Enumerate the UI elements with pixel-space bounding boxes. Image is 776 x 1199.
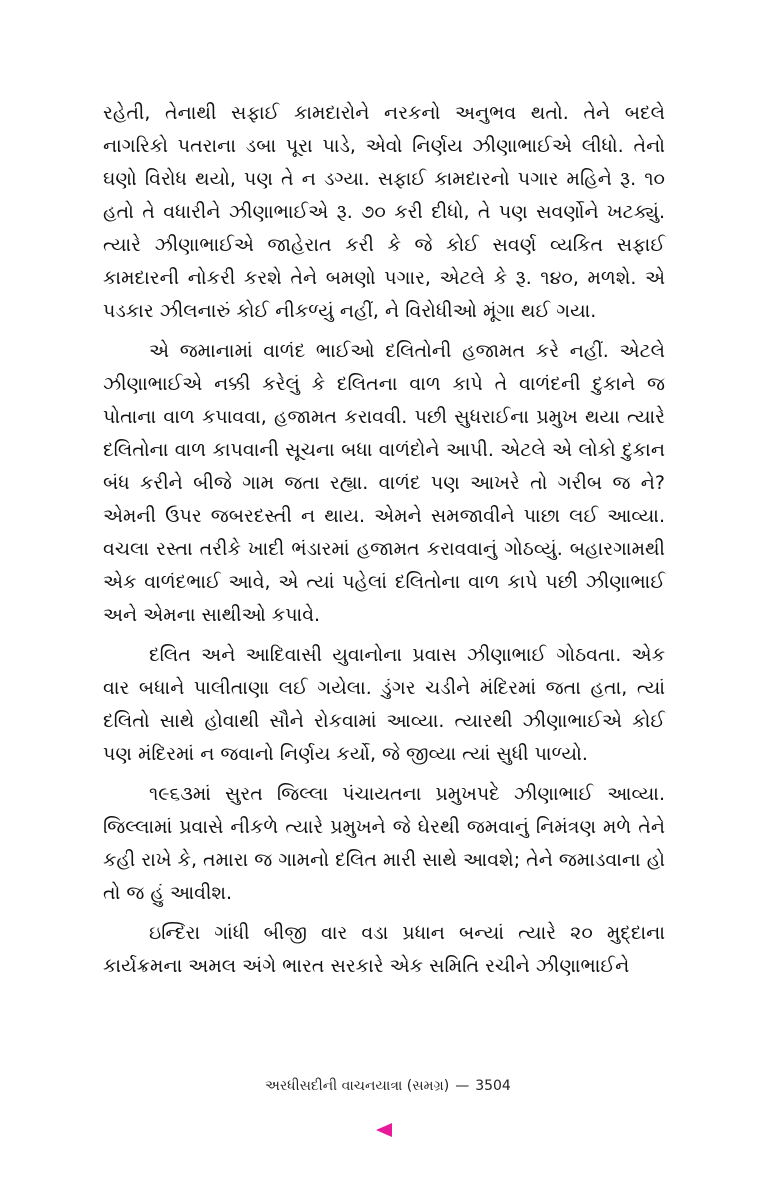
previous-page-arrow-icon[interactable] <box>376 1123 392 1137</box>
footer-page-number: 3504 <box>475 1078 511 1094</box>
paragraph-3: દલિત અને આદિવાસી યુવાનોના પ્રવાસ ઝીણાભાઈ ગોઠવતા. એક વાર બધાને પાલીતાણા લઈ ગયેલા. ડુંગર ચડીને મંદિરમાં જતા હતા, ત્યાં દલિતો સાથે હોવાથી સૌને રોકવામાં આવ્યા. ત્યારથી ઝીણાભાઈએ કોઈ પણ મંદિરમાં ન જવાનો નિર્ણય કર્યો, જે જીવ્યા ત્યાં સુધી પાળ્યો. <box>103 644 665 765</box>
body-text <box>103 97 665 990</box>
paragraph-1: રહેતી, તેનાથી સફાઈ કામદારોને નરકનો અનુભવ થતો. તેને બદલે નાગરિકો પતરાના ડબા પૂરા પાડે, એવો નિર્ણય ઝીણાભાઈએ લીધો. તેનો ઘણો વિરોધ થયો, પણ તે ન ડગ્યા. સફાઈ કામદારનો પગાર મહિને રૂ. ૧૦ હતો તે વધારીને ઝીણાભાઈએ રૂ. ૭૦ કરી દીધો, તે પણ સવર્ણોને ખટક્યું. ત્યારે ઝીણાભાઈએ જાહેરાત કરી કે જે કોઈ સવર્ણ વ્યકિત સફાઈ કામદારની નોકરી કરશે તેને બમણો પગાર, એટલે કે રૂ. ૧૪૦, મળશે. એ પડકાર ઝીલનારું કોઈ નીકળ્યું નહીં, ને વિરોધીઓ મૂંગા થઈ ગયા. <box>103 102 665 322</box>
paragraph-5: ઇન્દિરા ગાંધી બીજી વાર વડા પ્રધાન બન્યાં ત્યારે ૨૦ મુદ્દાના કાર્યક્રમના અમલ અંગે ભારત સરકારે એક સમિતિ રચીને ઝીણાભાઈને <box>103 922 665 977</box>
footer-separator: — <box>455 1078 470 1094</box>
paragraph-4: ૧૯૬૩માં સુરત જિલ્લા પંચાયતના પ્રમુખપદે ઝીણાભાઈ આવ્યા. જિલ્લામાં પ્રવાસે નીકળે ત્યારે પ્રમુખને જે ઘેરથી જમવાનું નિમંત્રણ મળે તેને કહી રાખે કે, તમારા જ ગામનો દલિત મારી સાથે આવશે; તેને જમાડવાના હો તો જ હું આવીશ. <box>103 783 666 904</box>
page-footer <box>0 1078 776 1094</box>
footer-book-title: અરધીસદીની વાચનયાત્રા (સમગ્ર) <box>265 1078 450 1094</box>
paragraph-2: એ જમાનામાં વાળંદ ભાઈઓ દલિતોની હજામત કરે નહીં. એટલે ઝીણાભાઈએ નક્કી કરેલું કે દલિતના વાળ કાપે તે વાળંદની દુકાને જ પોતાના વાળ કપાવવા, હજામત કરાવવી. પછી સુધરાઈના પ્રમુખ થયા ત્યારે દલિતોના વાળ કાપવાની સૂચના બધા વાળંદોને આપી. એટલે એ લોકો દુકાન બંધ કરીને બીજે ગામ જતા રહ્યા. વાળંદ પણ આખરે તો ગરીબ જ ને? એમની ઉપર જબરદસ્તી ન થાય. એમને સમજાવીને પાછા લઈ આવ્યા. વચલા રસ્તા તરીકે ખાદી ભંડારમાં હજામત કરાવવાનું ગોઠવ્યું. બહારગામથી એક વાળંદભાઈ આવે, એ ત્યાં પહેલાં દલિતોના વાળ કાપે પછી ઝીણાભાઈ અને એમના સાથીઓ કપાવે. <box>103 340 665 626</box>
